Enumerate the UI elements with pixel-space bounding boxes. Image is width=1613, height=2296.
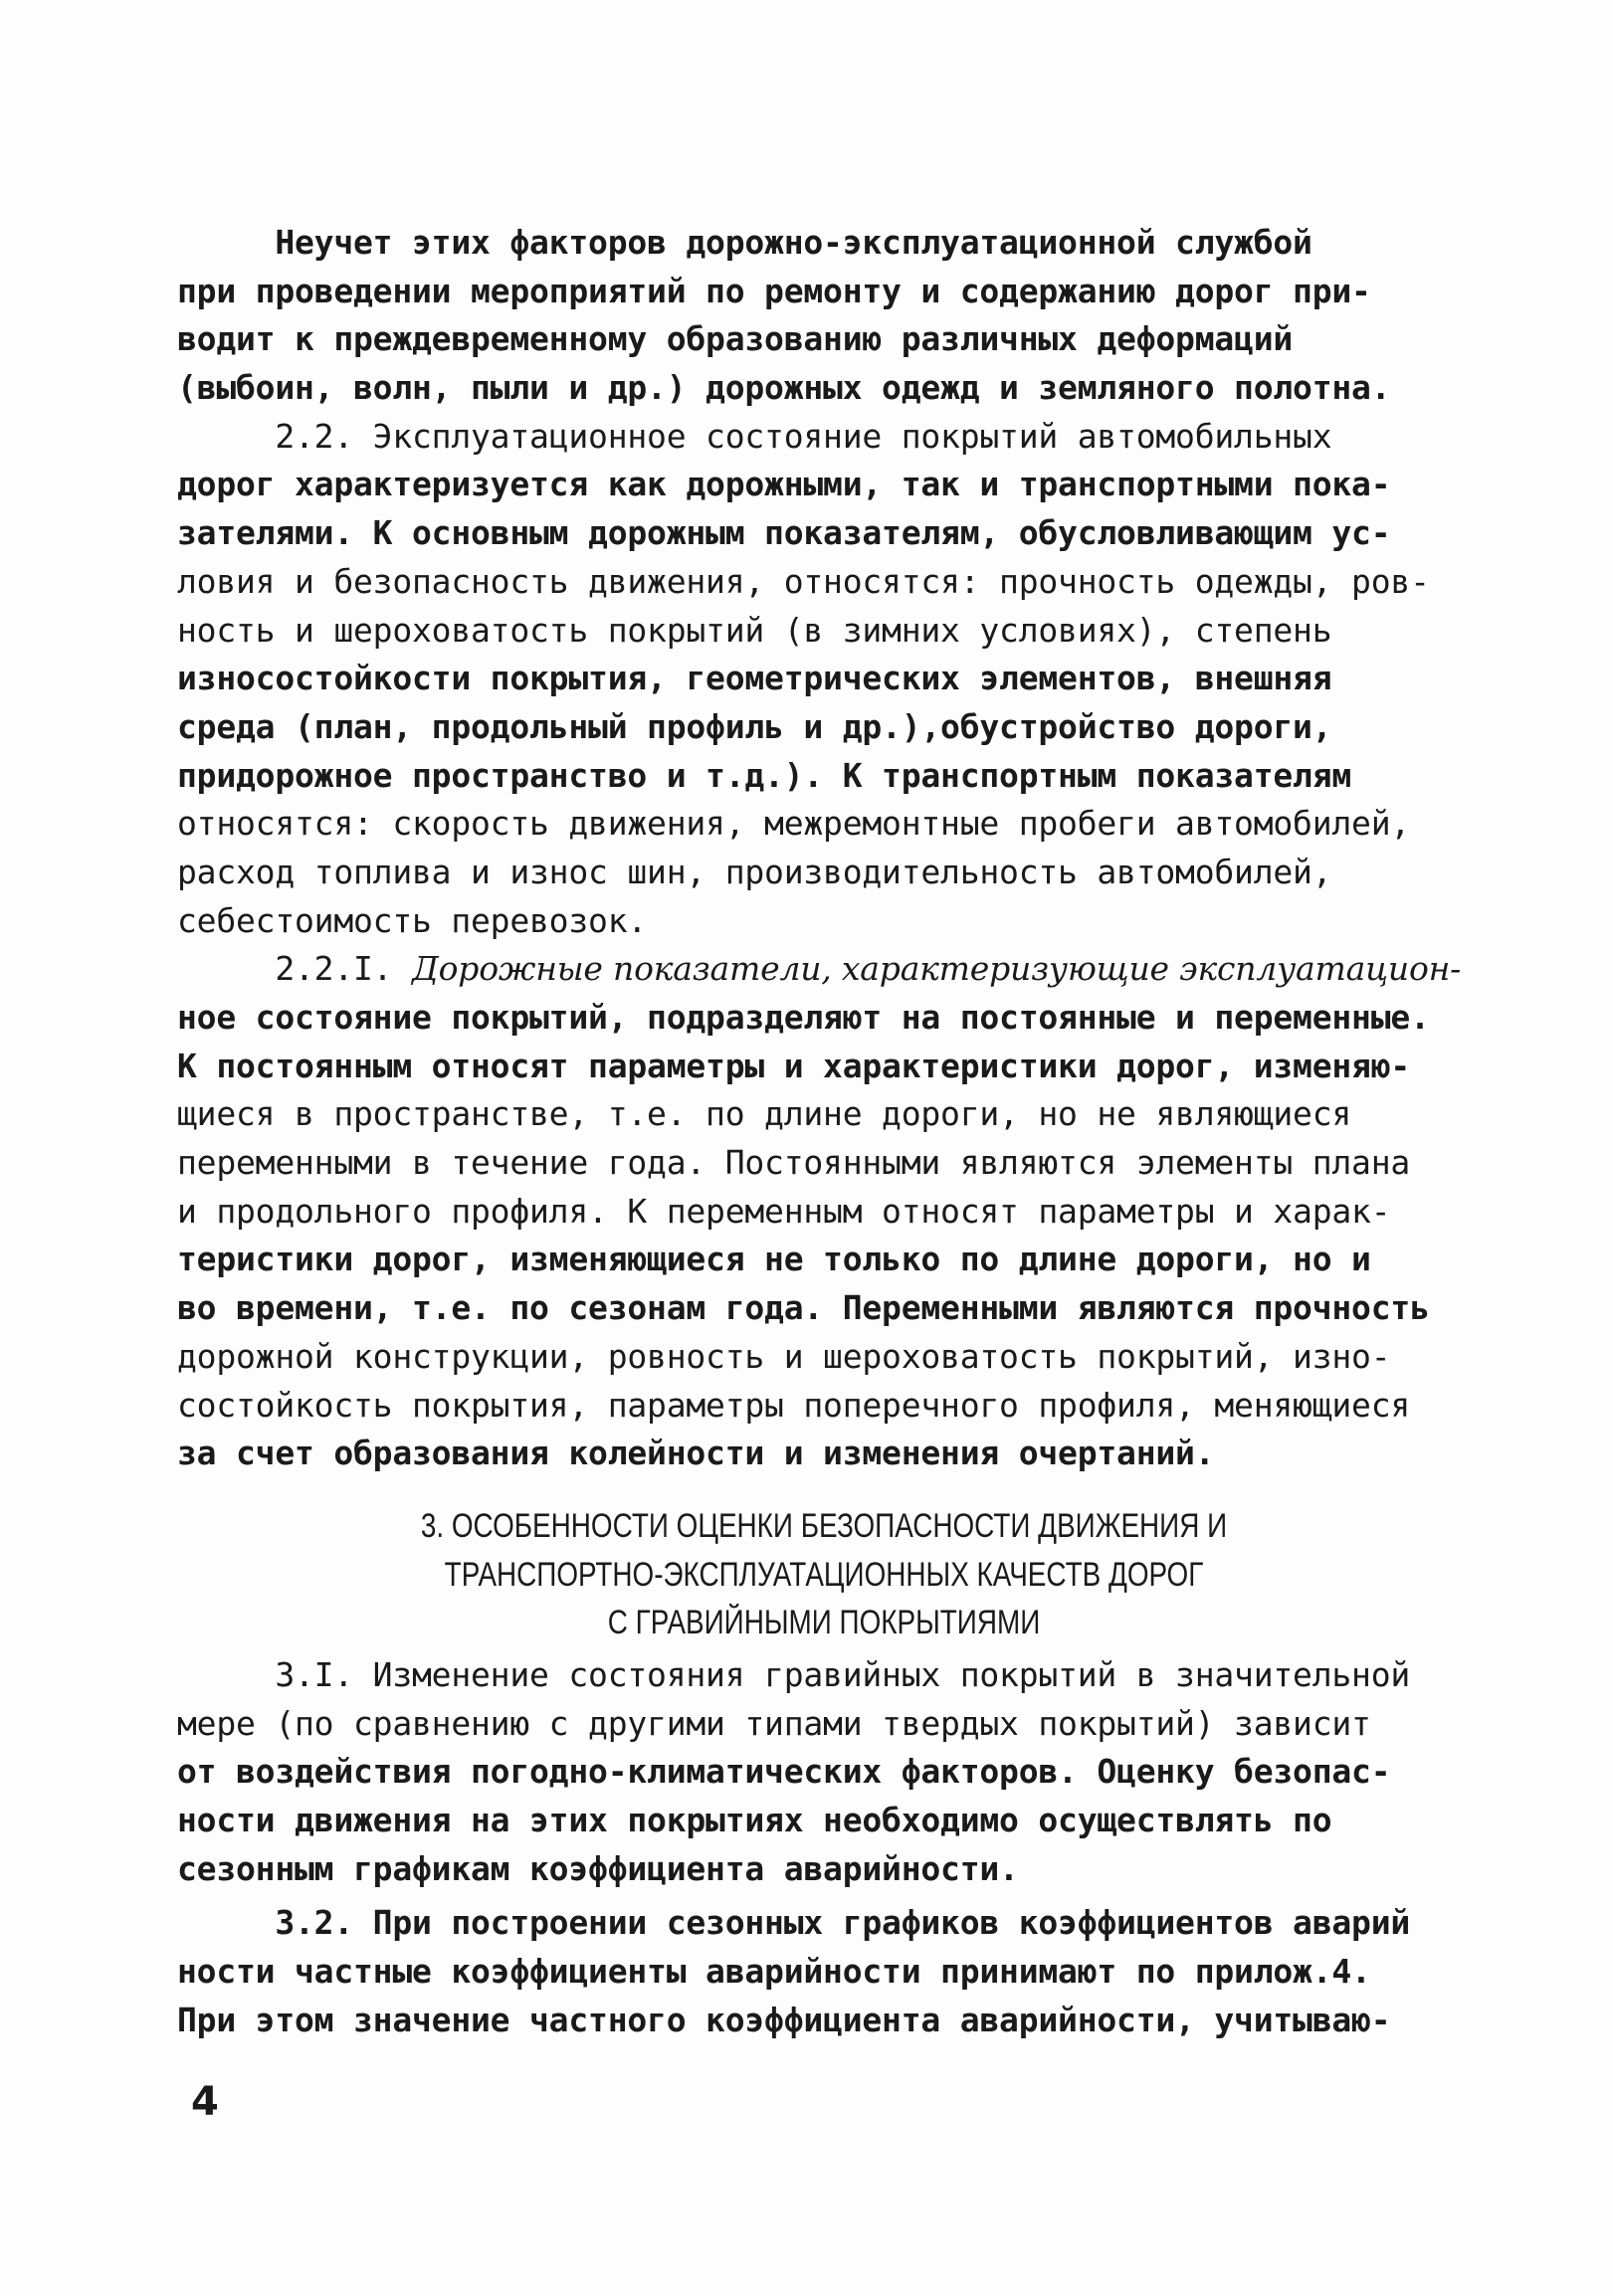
text-line: переменными в течение года. Постоянными являются элементы плана [177,1143,1411,1183]
paragraph-number: 2.2.I. [177,949,413,989]
text-line: мере (по сравнению с другими типами твердых покрытий) зависит [177,1703,1371,1743]
text-line: щиеся в пространстве, т.е. по длине дороги, но не являющиеся [177,1094,1352,1134]
document-body [177,219,1471,2044]
text-line: при проведении мероприятий по ремонту и содержанию дорог при- [177,271,1371,310]
text-line: ное состояние покрытий, подразделяют на постоянные и переменные. [177,998,1430,1037]
text-line: расход топлива и износ шин, производительность автомобилей, [177,852,1332,891]
text-line: Неучет этих факторов дорожно-эксплуатационной службой [177,223,1312,262]
text-line: зателями. К основным дорожным показателям, обусловливающим ус- [177,513,1391,553]
text-line: во времени, т.е. по сезонам года. Переменными являются прочность [177,1288,1430,1328]
text-line: 3.I. Изменение состояния гравийных покрытий в значительной [177,1654,1411,1694]
text-line: дорог характеризуется как дорожными, так и транспортными пока- [177,465,1391,504]
text-line: (выбоин, волн, пыли и др.) дорожных одежд и земляного полотна. [177,368,1391,408]
paragraph-3-1 [177,1651,1471,1893]
text-line: состойкость покрытия, параметры поперечного профиля, меняющиеся [177,1385,1411,1425]
text-line: 3.2. При построении сезонных графиков коэффициентов аварий [177,1903,1411,1943]
text-line: себестоимость перевозок. [177,900,648,940]
text-line: придорожное пространство и т.д.). К транспортным показателям [177,755,1352,795]
heading-line: С ГРАВИЙНЫМИ ПОКРЫТИЯМИ [607,1604,1041,1642]
text-line [177,945,1471,994]
text-line: теристики дорог, изменяющиеся не только по длине дороги, но и [177,1240,1371,1279]
section-heading [177,1502,1471,1647]
text-line: К постоянным относят параметры и характеристики дорог, изменяю- [177,1046,1411,1085]
text-line: ность и шероховатость покрытий (в зимних условиях), степень [177,610,1332,650]
text-line: износостойкости покрытия, геометрических элементов, внешняя [177,659,1332,698]
paragraph-2-2-1 [177,945,1471,1478]
text-line: сезонным графикам коэффициента аварийности. [177,1848,1019,1888]
text-line: относятся: скорость движения, межремонтные пробеги автомобилей, [177,804,1411,844]
italic-term: Дорожные показатели, характеризующие эксплуатацион- [412,949,1462,989]
text-line: При этом значение частного коэффициента аварийности, учитываю- [177,2000,1391,2039]
text-line: 2.2. Эксплуатационное состояние покрытий автомобильных [177,416,1332,456]
text-line: за счет образования колейности и изменения очертаний. [177,1434,1215,1473]
text-line: дорожной конструкции, ровность и шероховатость покрытий, изно- [177,1336,1391,1376]
text-line: и продольного профиля. К переменным относят параметры и харак- [177,1191,1391,1231]
text-line: ности частные коэффициенты аварийности принимают по прилож.4. [177,1952,1371,1992]
heading-line: ТРАНСПОРТНО-ЭКСПЛУАТАЦИОННЫХ КАЧЕСТВ ДОРОГ [444,1555,1204,1594]
text-line: среда (план, продольный профиль и др.),обустройство дороги, [177,706,1332,746]
paragraph-2-2 [177,413,1471,946]
page-number: 4 [191,2079,219,2125]
paragraph-3-2 [177,1899,1471,2044]
paragraph-intro [177,219,1471,413]
text-line: ловия и безопасность движения, относятся: прочность одежды, ров- [177,561,1430,601]
text-line: от воздействия погодно-климатических факторов. Оценку безопас- [177,1752,1391,1792]
text-line: ности движения на этих покрытиях необходимо осуществлять по [177,1801,1332,1839]
text-line: водит к преждевременному образованию различных деформаций [177,319,1294,359]
heading-line: 3. ОСОБЕННОСТИ ОЦЕНКИ БЕЗОПАСНОСТИ ДВИЖЕНИЯ И [420,1506,1228,1545]
